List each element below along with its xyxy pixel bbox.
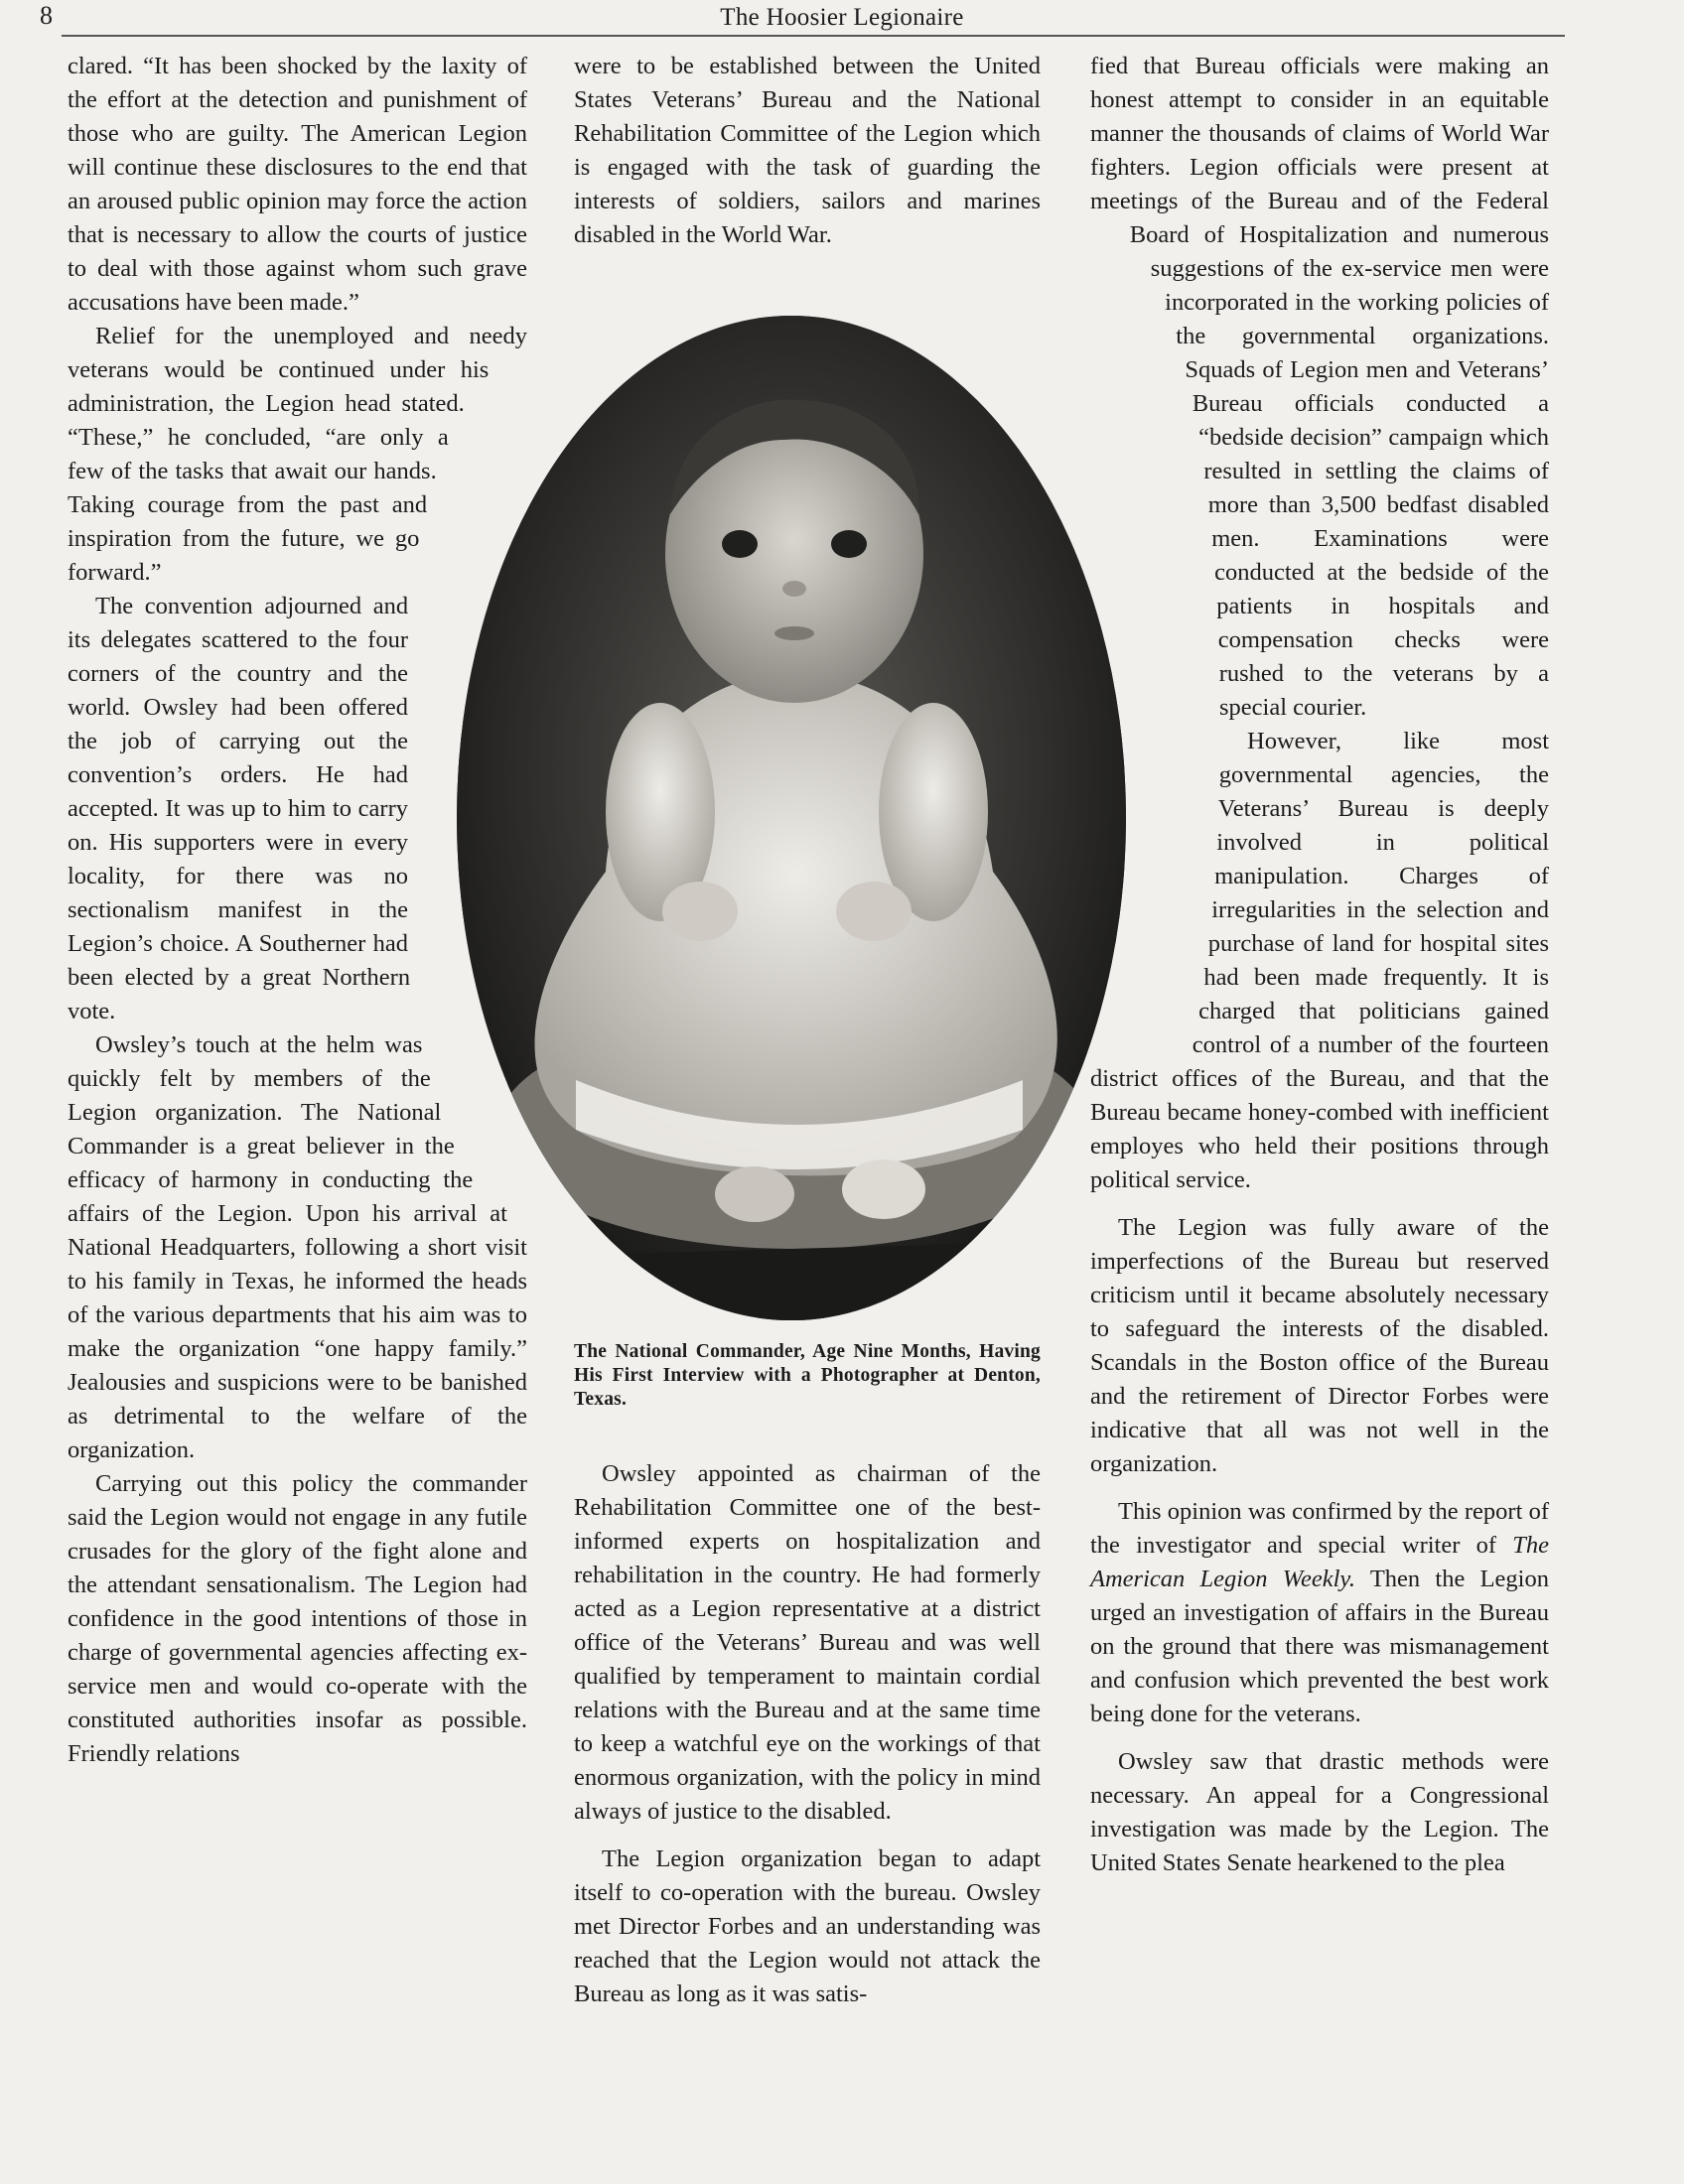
col2-paragraph-1: Owsley appointed as chairman of the Rehabilitation Committee one of the best-informed experts on hospitalization and rehabilitation in the country. He had formerly acted as a Legion representative at a district office of the Veterans’ Bureau and was well qualified by temperament to maintain cordial relations with the Bureau and at the same time to keep a watchful eye on the workings of that enormous organization, with the policy in mind always of justice to the disabled.	[574, 1460, 1041, 1825]
col1-paragraph-4: Owsley’s touch at the helm was quickly felt by members of the Legion organization. The National Commander is a great believer in the efficacy of harmony in conducting the affairs of the Legion. Upon his arrival at National Headquarters, following a short visit to his family in Texas, he informed the heads of the various departments that his aim was to make the organization “one happy family.” Jealousies and suspicions were to be banished as detrimental to the welfare of the organization.	[68, 1031, 527, 1463]
running-head: The Hoosier Legionaire	[720, 4, 964, 31]
col3-paragraph-4-a: This opinion was confirmed by the report of the investigator and special writer of	[1090, 1498, 1549, 1559]
col1-paragraph-2: Relief for the unemployed and needy veterans would be continued under his administration, the Legion head stated. “These,” he concluded, “are only a few of the tasks that await our hands. Taking courage from the past and inspiration from the future, we go forward.”	[68, 323, 527, 586]
col1-paragraph-3: The convention adjourned and its delegates scattered to the four corners of the country and the world. Owsley had been offered the job of carrying out the convention’s orders. He had accepted. It was up to him to carry on. His supporters were in every locality, for there was no sectionalism manifest in the Legion’s choice. A Southerner had been elected by a great Northern vote.	[68, 593, 411, 1024]
col3-paragraph-5: Owsley saw that drastic methods were necessary. An appeal for a Congressional investigation was made by the Legion. The United States Senate hearkened to the plea	[1090, 1748, 1549, 1876]
col3-paragraph-4	[1090, 1495, 1549, 1731]
col2-paragraph-top: were to be established between the United States Veterans’ Bureau and the National Rehabilitation Committee of the Legion which is engaged with the task of guarding the interests of soldiers, sailors and marines disabled in the World War.	[574, 53, 1041, 248]
col3-paragraph-3: The Legion was fully aware of the imperfections of the Bureau but reserved criticism until it became absolutely necessary to safeguard the interests of the disabled. Scandals in the Boston office of the Bureau and the retirement of Director Forbes were indicative that all was not well in the organization.	[1090, 1214, 1549, 1477]
col3-paragraph-1: fied that Bureau officials were making an honest attempt to consider in an equitable manner the thousands of claims of World War fighters. Legion officials were present at meetings of the Bureau and of the Federal Board of Hospitalization and numerous suggestions of the ex-service men were incorporated in the working policies of the governmental organizations. Squads of Legion men and Veterans’ Bureau officials conducted a “bedside decision” campaign which resulted in settling the claims of more than 3,500 bedfast disabled men. Examinations were conducted at the bedside of the patients in hospitals and compensation checks were rushed to the veterans by a special courier.	[1090, 53, 1549, 721]
col3-paragraph-4-b: Then the Legion urged an investigation of affairs in the Bureau on the ground that there was mismanagement and confusion which prevented the best work being done for the veterans.	[1090, 1566, 1549, 1727]
column-1	[68, 50, 527, 1771]
baby-portrait-image	[457, 316, 1126, 1320]
col1-paragraph-1: clared. “It has been shocked by the laxity of the effort at the detection and punishment of those who are guilty. The American Legion will continue these disclosures to the end that an aroused public opinion may force the action that is necessary to allow the courts of justice to deal with those against whom such grave accusations have been made.”	[68, 53, 527, 316]
column-3	[1090, 50, 1549, 1880]
column-2-bottom	[574, 1457, 1041, 2011]
col3-paragraph-2: However, like most governmental agencies, the Veterans’ Bureau is deeply involved in political manipulation. Charges of irregularities in the selection and purchase of land for hospital sites had been made frequently. It is charged that politicians gained control of a number of the fourteen district offices of the Bureau, and that the Bureau became honey-combed with inefficient employes who held their positions through political service.	[1090, 728, 1549, 1193]
page-number: 8	[40, 1, 53, 30]
header-rule	[62, 35, 1565, 37]
col2-paragraph-2: The Legion organization began to adapt itself to co-operation with the bureau. Owsley met Director Forbes and an understanding was reached that the Legion would not attack the Bureau as long as it was satis-	[574, 1845, 1041, 2007]
column-2-top	[574, 50, 1041, 252]
publication-title: The American Legion Weekly.	[1090, 1532, 1549, 1592]
col1-paragraph-5: Carrying out this policy the commander said the Legion would not engage in any futile crusades for the glory of the fight alone and the attendant sensationalism. The Legion had confidence in the good intentions of those in charge of governmental agencies affecting ex-service men and would co-operate with the constituted authorities insofar as possible. Friendly relations	[68, 1470, 527, 1767]
baby-portrait-photo	[457, 316, 1126, 1320]
photo-caption: The National Commander, Age Nine Months, Having His First Interview with a Photographer at Denton, Texas.	[574, 1341, 1041, 1410]
